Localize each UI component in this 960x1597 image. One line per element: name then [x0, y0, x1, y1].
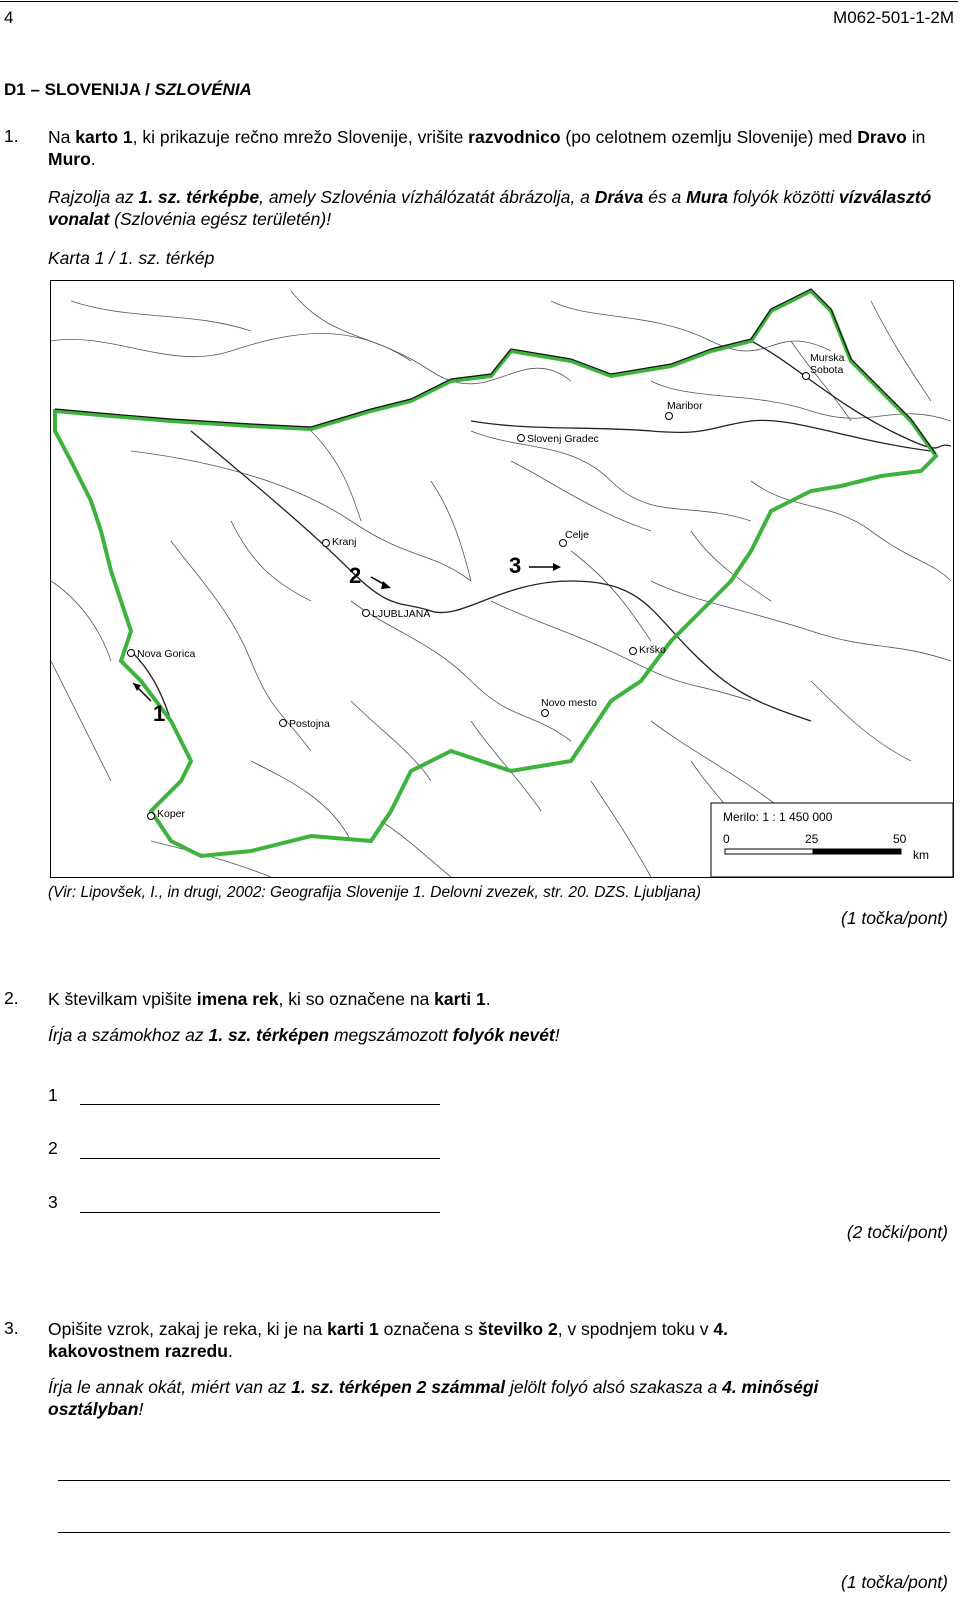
- q3-points: (1 točka/pont): [841, 1572, 948, 1592]
- text-run: , ki so označene na: [278, 989, 435, 1009]
- text-run: jelölt folyó alsó szakasza a: [505, 1377, 723, 1397]
- answer-label-1: 1: [48, 1085, 58, 1105]
- city-nova-gorica: Nova Gorica: [137, 648, 196, 660]
- answer-line-2[interactable]: [80, 1158, 440, 1159]
- map-source: (Vir: Lipovšek, I., in drugi, 2002: Geografija Slovenije 1. Delovni zvezek, str. 20. DZS. Ljubljana): [48, 884, 702, 901]
- q2-text-sl: [48, 988, 938, 1010]
- text-run: številko 2: [477, 1319, 558, 1339]
- q1-text-sl: [48, 126, 938, 170]
- river-map: [50, 280, 954, 878]
- answer-line-q3-1[interactable]: [58, 1480, 950, 1481]
- river-markers: [133, 553, 561, 726]
- city-murska-1: Murska: [810, 352, 845, 364]
- text-run: 1. sz. térképen 2 számmal: [291, 1377, 506, 1397]
- scale-tick-25: 25: [805, 832, 819, 846]
- section-title: D1 – SLOVENIJA / SZLOVÉNIA: [4, 80, 252, 99]
- text-run: označena s: [378, 1319, 478, 1339]
- text-run: folyók nevét: [452, 1025, 555, 1045]
- map-caption: Karta 1 / 1. sz. térkép: [48, 248, 215, 268]
- city-kranj: Kranj: [332, 536, 357, 548]
- q2-text-hu: [48, 1024, 938, 1046]
- answer-label-3: 3: [48, 1192, 58, 1212]
- text-run: 4. kakovostnem razredu: [48, 1319, 728, 1361]
- city-slovenj-gradec: Slovenj Gradec: [527, 433, 599, 445]
- q1-text-hu: [48, 186, 938, 230]
- scale-tick-50: 50: [893, 832, 907, 846]
- text-run: Rajzolja az: [48, 187, 139, 207]
- text-run: !: [554, 1025, 560, 1045]
- q2-number: 2.: [4, 988, 19, 1008]
- text-run: 1. sz. térképen: [208, 1025, 330, 1045]
- text-run: !: [138, 1399, 144, 1419]
- scale-label: Merilo: 1 : 1 450 000: [723, 810, 833, 824]
- marker-2: 2: [349, 563, 362, 588]
- text-run: Mura: [686, 187, 728, 207]
- text-run: 4. minőségi osztályban: [48, 1377, 819, 1419]
- answer-line-q3-2[interactable]: [58, 1532, 950, 1533]
- city-novo-mesto: Novo mesto: [541, 697, 598, 709]
- city-labels: [137, 352, 845, 820]
- text-run: in: [906, 127, 926, 147]
- city-koper: Koper: [157, 808, 186, 820]
- city-postojna: Postojna: [289, 718, 330, 730]
- text-run: (po celotnem ozemlju Slovenije) med: [560, 127, 858, 147]
- q3-text-hu: [48, 1376, 868, 1420]
- city-ljubljana: LJUBLJANA: [372, 608, 431, 620]
- city-maribor: Maribor: [667, 400, 703, 412]
- river-network: [51, 291, 951, 877]
- city-celje: Celje: [565, 529, 589, 541]
- answer-label-2: 2: [48, 1138, 58, 1158]
- text-run: Dravo: [857, 127, 907, 147]
- text-run: K številkam vpišite: [48, 989, 197, 1009]
- cities: [128, 373, 810, 820]
- map-svg: [51, 281, 953, 877]
- text-run: 1. sz. térképbe: [138, 187, 260, 207]
- text-run: Na: [48, 127, 76, 147]
- main-rivers: [131, 341, 951, 721]
- text-run: Írja a számokhoz az: [48, 1025, 209, 1045]
- text-run: Muro: [48, 149, 91, 169]
- answer-line-3[interactable]: [80, 1212, 440, 1213]
- text-run: karti 1: [434, 989, 486, 1009]
- text-run: vízválasztó vonalat: [48, 187, 932, 229]
- q1-number: 1.: [4, 126, 19, 146]
- marker-1: 1: [153, 701, 166, 726]
- text-run: .: [90, 149, 96, 169]
- text-run: megszámozott: [329, 1025, 453, 1045]
- scale-box: [711, 803, 953, 877]
- text-run: .: [485, 989, 491, 1009]
- text-run: (Szlovénia egész területén)!: [109, 209, 332, 229]
- text-run: karti 1: [327, 1319, 379, 1339]
- city-murska-2: Sobota: [810, 364, 844, 376]
- text-run: razvodnico: [468, 127, 561, 147]
- text-run: Dráva: [594, 187, 644, 207]
- text-run: , v spodnjem toku v: [557, 1319, 714, 1339]
- q2-points: (2 točki/pont): [846, 1222, 948, 1242]
- text-run: , amely Szlovénia vízhálózatát ábrázolja, a: [259, 187, 595, 207]
- text-run: Opišite vzrok, zakaj je reka, ki je na: [48, 1319, 328, 1339]
- q3-text-sl: [48, 1318, 818, 1362]
- marker-3: 3: [509, 553, 522, 578]
- exam-code: M062-501-1-2M: [833, 8, 954, 27]
- scale-unit: km: [913, 848, 929, 862]
- q1-points: (1 točka/pont): [841, 908, 948, 928]
- answer-line-1[interactable]: [80, 1104, 440, 1105]
- page-number: 4: [4, 8, 14, 27]
- text-run: és a: [643, 187, 687, 207]
- text-run: Írja le annak okát, miért van az: [48, 1377, 292, 1397]
- header-rule: [0, 1, 958, 2]
- text-run: karto 1: [75, 127, 133, 147]
- text-run: imena rek: [196, 989, 279, 1009]
- text-run: folyók közötti: [727, 187, 839, 207]
- city-krsko: Krško: [639, 644, 666, 656]
- text-run: , ki prikazuje rečno mrežo Slovenije, vrišite: [132, 127, 469, 147]
- scale-tick-0: 0: [723, 832, 730, 846]
- q3-number: 3.: [4, 1318, 19, 1338]
- text-run: .: [227, 1341, 233, 1361]
